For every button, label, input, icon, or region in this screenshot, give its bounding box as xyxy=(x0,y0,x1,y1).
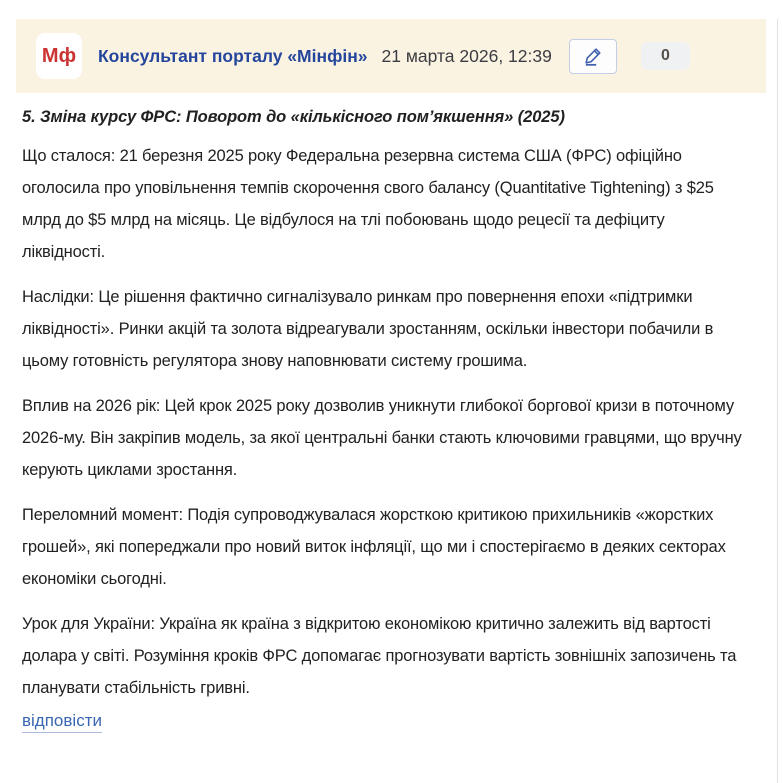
comment-body xyxy=(16,108,766,733)
page-column-border xyxy=(777,19,778,783)
comment-title: 5. Зміна курсу ФРС: Поворот до «кількісного пом’якшення» (2025) xyxy=(22,108,565,126)
comment-header xyxy=(16,19,766,93)
comment-paragraph: Урок для України: Україна як країна з відкритою економікою критично залежить від вартості долара у світі. Розуміння кроків ФРС допомагає прогнозувати вартість зовнішніх запозичень та планувати стабільність гривні. xyxy=(22,615,737,697)
comment-card xyxy=(16,19,766,733)
avatar[interactable]: Мф xyxy=(36,33,82,79)
author-link[interactable]: Консультант порталу «Мінфін» xyxy=(98,45,368,66)
comment-paragraph: Переломний момент: Подія супроводжувалася жорсткою критикою прихильників «жорстких грошей», які попереджали про новий виток інфляції, що ми і спостерігаємо в деяких секторах економіки сьогодні. xyxy=(22,506,726,588)
comment-paragraph: Наслідки: Це рішення фактично сигналізувало ринкам про повернення епохи «підтримки ліквідності». Ринки акцій та золота відреагували зростанням, оскільки інвестори побачили в цьому готовність регулятора знову наповнювати систему грошима. xyxy=(22,288,714,370)
comment-date: 21 марта 2026, 12:39 xyxy=(381,45,552,66)
reply-link[interactable]: відповісти xyxy=(22,711,102,733)
replies-count-badge: 0 xyxy=(641,42,690,70)
comment-paragraphs xyxy=(22,140,760,704)
pencil-icon xyxy=(582,45,604,67)
comment-paragraph: Вплив на 2026 рік: Цей крок 2025 року дозволив уникнути глибокої боргової кризи в поточному 2026-му. Він закріпив модель, за якої центральні банки стають ключовими гравцями, що вручну керують циклами зростання. xyxy=(22,397,742,479)
comment-paragraph: Що сталося: 21 березня 2025 року Федеральна резервна система США (ФРС) офіційно оголосила про уповільнення темпів скорочення свого балансу (Quantitative Tightening) з $25 млрд до $5 млрд на місяць. Це відбулося на тлі побоювань щодо рецесії та дефіциту ліквідності. xyxy=(22,147,714,261)
edit-button[interactable] xyxy=(569,39,617,74)
